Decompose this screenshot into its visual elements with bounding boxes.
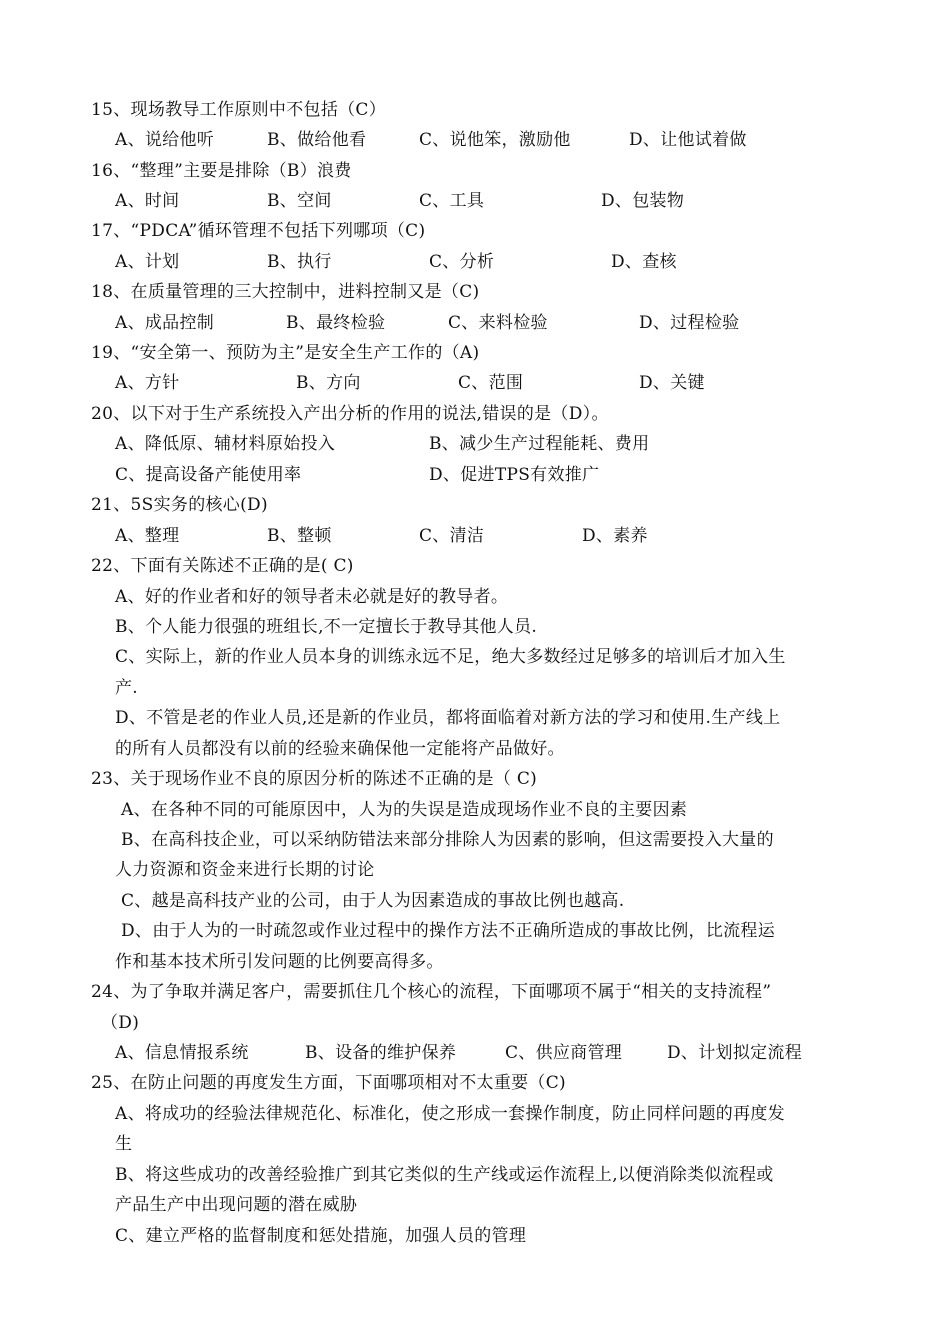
option-c: C、越是高科技产业的公司，由于人为因素造成的事故比例也越高. [121,891,625,911]
question-24-stem: 24、为了争取并满足客户，需要抓住几个核心的流程，下面哪项不属于“相关的支持流程” [91,982,772,1002]
option-a: A、好的作业者和好的领导者未必就是好的教导者。 [115,587,509,607]
option-b: B、执行 [267,252,332,272]
option-d-continuation: 作和基本技术所引发问题的比例要高得多。 [115,952,444,972]
question-15-stem: 15、现场教导工作原则中不包括（C） [91,100,387,120]
option-b: B、方向 [296,373,361,393]
option-c-continuation: 产. [115,678,139,698]
option-b: B、最终检验 [286,313,386,333]
option-d: D、关键 [639,373,705,393]
option-b: B、个人能力很强的班组长,不一定擅长于教导其他人员. [115,617,538,637]
option-d: D、让他试着做 [629,130,747,150]
question-19-stem: 19、“安全第一、预防为主”是安全生产工作的（A) [91,343,480,363]
option-d: D、素养 [582,526,648,546]
option-c: C、建立严格的监督制度和惩处措施，加强人员的管理 [115,1226,527,1246]
question-18-stem: 18、在质量管理的三大控制中，进料控制又是（C) [91,282,480,302]
option-b-continuation: 人力资源和资金来进行长期的讨论 [115,860,375,880]
option-c: C、工具 [419,191,485,211]
option-a: A、整理 [115,526,180,546]
question-25-stem: 25、在防止问题的再度发生方面，下面哪项相对不太重要（C) [91,1073,566,1093]
option-d: D、促进TPS有效推广 [429,465,600,485]
option-d-continuation: 的所有人员都没有以前的经验来确保他一定能将产品做好。 [115,739,565,759]
question-20-stem: 20、以下对于生产系统投入产出分析的作用的说法,错误的是（D）。 [91,404,609,424]
option-c: C、分析 [429,252,495,272]
question-22-stem: 22、下面有关陈述不正确的是( C) [91,556,354,576]
option-a: A、在各种不同的可能原因中，人为的失误是造成现场作业不良的主要因素 [121,800,688,820]
option-a-continuation: 生 [115,1134,133,1154]
option-a: A、时间 [115,191,180,211]
option-b: B、在高科技企业，可以采纳防错法来部分排除人为因素的影响，但这需要投入大量的 [121,830,774,850]
option-c: C、提高设备产能使用率 [115,465,302,485]
option-a: A、将成功的经验法律规范化、标准化，使之形成一套操作制度，防止同样问题的再度发 [115,1104,785,1124]
option-c: C、说他笨，激励他 [419,130,571,150]
question-21-stem: 21、5S实务的核心(D) [91,495,268,515]
option-b-continuation: 产品生产中出现问题的潜在威胁 [115,1195,358,1215]
option-a: A、说给他听 [115,130,215,150]
option-b: B、空间 [267,191,332,211]
option-c: C、清洁 [419,526,485,546]
option-d: D、不管是老的作业人员,还是新的作业员，都将面临着对新方法的学习和使用.生产线上 [115,708,781,728]
option-d: D、过程检验 [639,313,740,333]
option-a: A、方针 [115,373,180,393]
option-b: B、将这些成功的改善经验推广到其它类似的生产线或运作流程上,以便消除类似流程或 [115,1165,774,1185]
option-b: B、整顿 [267,526,332,546]
option-a: A、降低原、辅材料原始投入 [115,434,336,454]
option-d: D、计划拟定流程 [667,1043,803,1063]
question-24-stem-continuation: （D) [101,1013,140,1033]
option-b: B、做给他看 [267,130,367,150]
option-a: A、成品控制 [115,313,215,333]
option-a: A、计划 [115,252,180,272]
option-c: C、范围 [458,373,524,393]
question-23-stem: 23、关于现场作业不良的原因分析的陈述不正确的是（ C) [91,769,538,789]
option-a: A、信息情报系统 [115,1043,249,1063]
option-b: B、设备的维护保养 [305,1043,457,1063]
option-c: C、实际上，新的作业人员本身的训练永远不足，绝大多数经过足够多的培训后才加入生 [115,647,786,667]
option-d: D、查核 [611,252,677,272]
option-d: D、由于人为的一时疏忽或作业过程中的操作方法不正确所造成的事故比例，比流程运 [121,921,776,941]
option-b: B、减少生产过程能耗、费用 [429,434,650,454]
question-17-stem: 17、“PDCA”循环管理不包括下列哪项（C) [91,221,426,241]
question-16-stem: 16、“整理”主要是排除（B）浪费 [91,161,352,181]
option-c: C、来料检验 [448,313,548,333]
option-d: D、包装物 [601,191,685,211]
option-c: C、供应商管理 [505,1043,623,1063]
